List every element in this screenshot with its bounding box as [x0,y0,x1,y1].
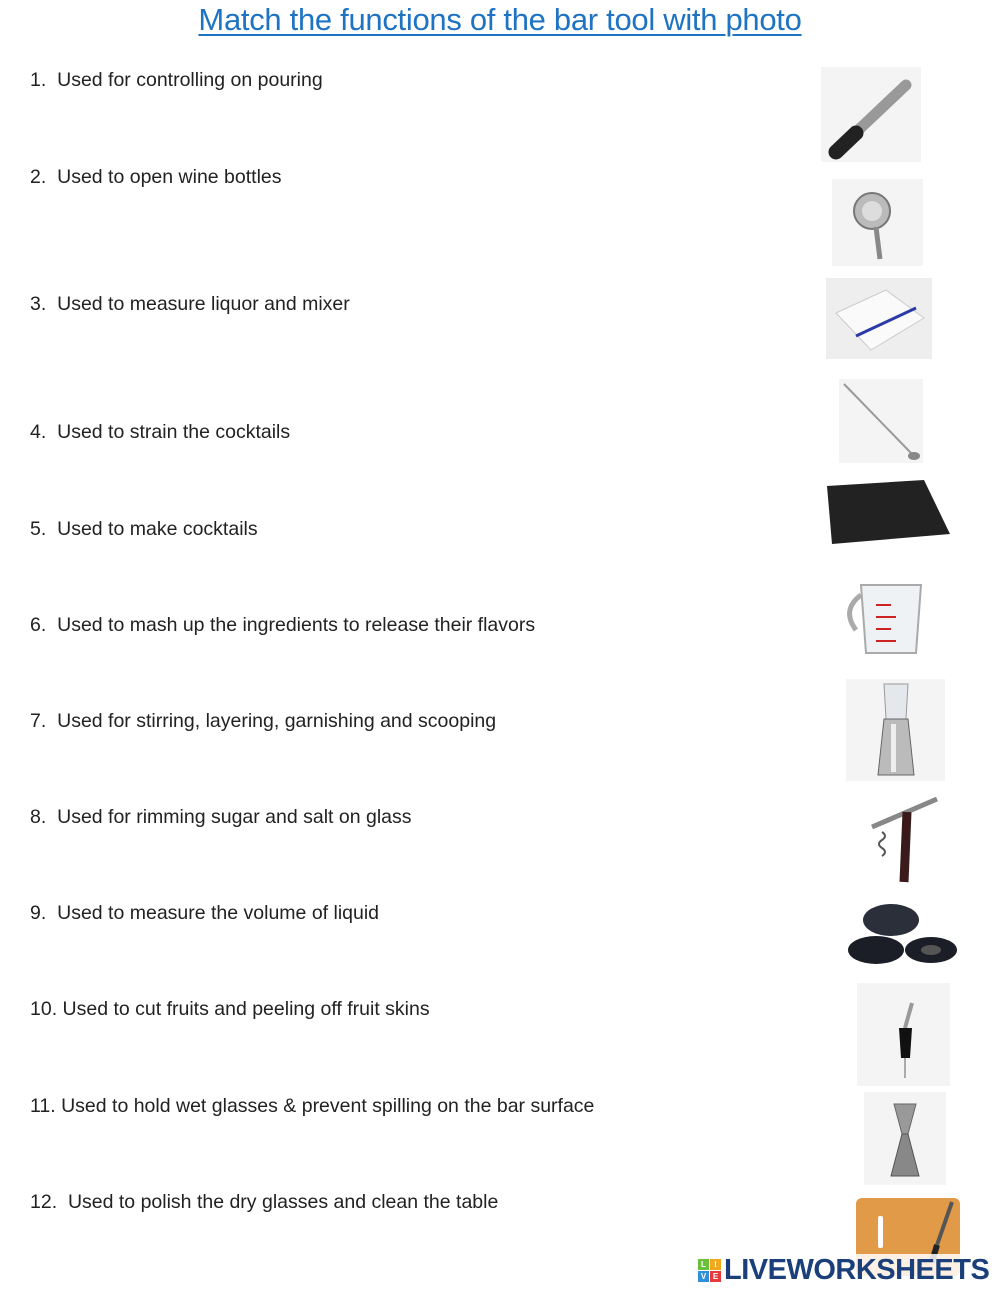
item-number: 6. [30,614,47,636]
list-item [30,902,379,925]
bar-spoon-photo[interactable] [839,379,923,463]
badge-letter: V [698,1271,709,1282]
item-number: 1. [30,69,47,91]
list-item [30,710,496,733]
item-text: Used to open wine bottles [57,166,282,188]
item-number: 12. [30,1191,58,1213]
item-text: Used for controlling on pouring [57,69,323,91]
item-number: 8. [30,806,47,828]
badge-letter: I [710,1259,721,1270]
list-item [30,421,290,444]
glass-rimmer-photo[interactable] [846,895,963,974]
bar-towel-photo[interactable] [826,278,932,359]
shaker-photo[interactable] [846,679,945,781]
item-text: Used for rimming sugar and salt on glass [57,806,412,828]
bar-mat-photo[interactable] [824,476,951,547]
list-item [30,293,350,316]
item-number: 9. [30,902,47,924]
item-text: Used to mash up the ingredients to release their flavors [57,614,536,636]
corkscrew-photo[interactable] [862,787,944,889]
item-text: Used for stirring, layering, garnishing and scooping [57,710,497,732]
item-text: Used to make cocktails [57,518,258,540]
logo-text: LIVEWORKSHEETS [724,1254,990,1286]
badge-letter: E [710,1271,721,1282]
page-title: Match the functions of the bar tool with photo [198,2,802,37]
item-number: 10. [30,998,58,1020]
item-text: Used to strain the cocktails [57,421,291,443]
list-item [30,998,430,1021]
pourer-photo[interactable] [857,983,950,1086]
live-badge-icon [698,1259,721,1282]
item-text: Used to polish the dry glasses and clean the table [67,1191,499,1213]
measuring-cup-photo[interactable] [836,565,943,662]
item-text: Used to cut fruits and peeling off fruit skins [62,998,430,1020]
item-number: 2. [30,166,47,188]
item-number: 7. [30,710,47,732]
item-number: 3. [30,293,47,315]
list-item [30,518,258,541]
liveworksheets-logo [698,1254,989,1287]
badge-letter: L [698,1259,709,1270]
list-item [30,806,412,829]
item-text: Used to hold wet glasses & prevent spilling on the bar surface [61,1095,595,1117]
item-text: Used to measure liquor and mixer [57,293,350,315]
list-item [30,166,282,189]
item-text: Used to measure the volume of liquid [57,902,380,924]
muddler-photo[interactable] [821,67,921,162]
item-number: 4. [30,421,47,443]
item-number: 11. [30,1095,56,1117]
item-number: 5. [30,518,47,540]
list-item [30,1095,594,1118]
jigger-photo[interactable] [864,1092,946,1185]
list-item [30,614,535,637]
list-item [30,69,323,92]
list-item [30,1191,498,1214]
strainer-photo[interactable] [832,179,923,266]
